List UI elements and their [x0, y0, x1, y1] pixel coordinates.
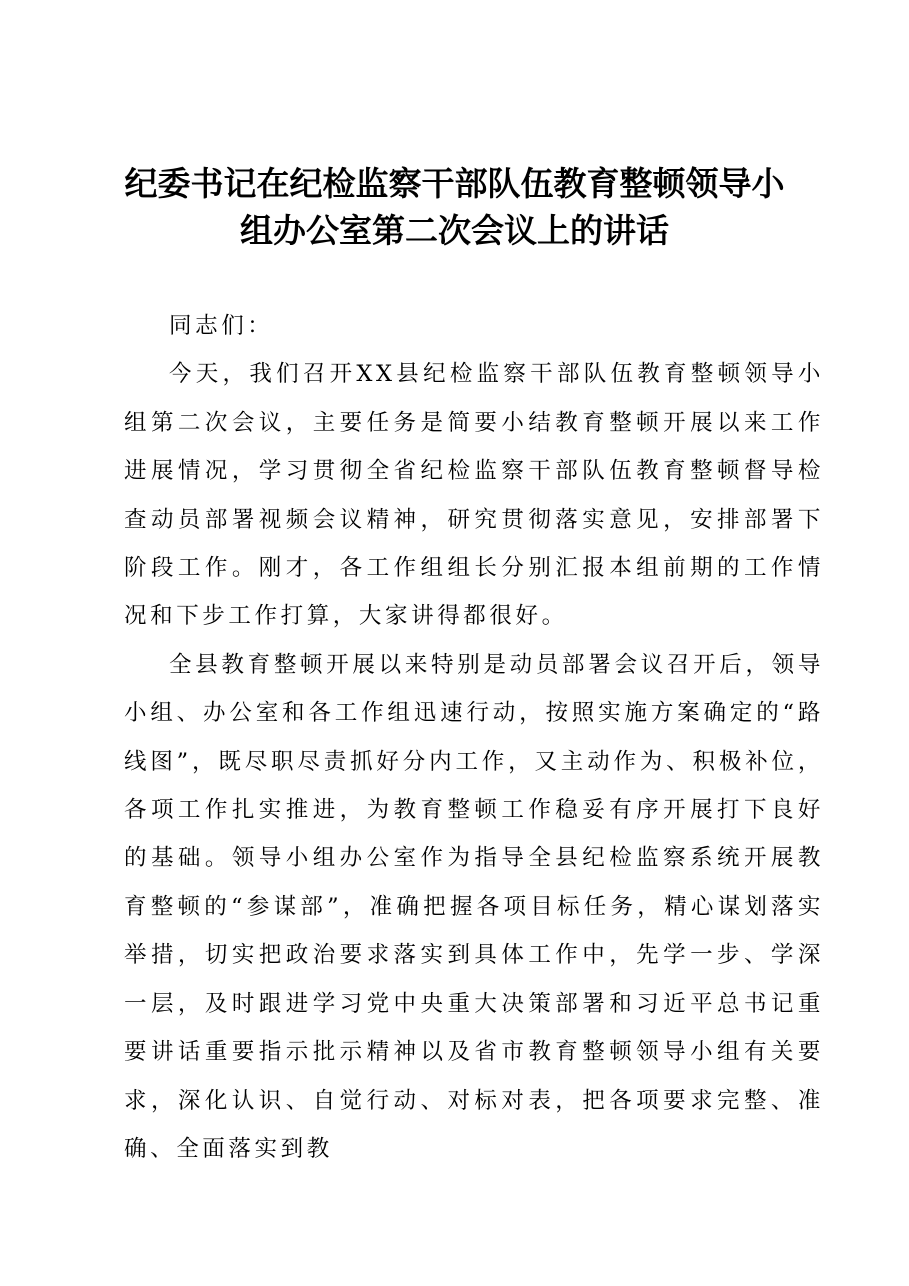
paragraph-1: 今天，我们召开XX县纪检监察干部队伍教育整顿领导小组第二次会议，主要任务是简要小结教育整顿开展以来工作进展情况，学习贯彻全省纪检监察干部队伍教育整顿督导检查动员部署视频会议精神，研究贯彻落实意见，安排部署下阶段工作。刚才，各工作组组长分别汇报本组前期的工作情况和下步工作打算，大家讲得都很好。 [124, 361, 824, 630]
document-body [124, 302, 824, 1173]
title-line-1: 纪委书记在纪检监察干部队伍教育整顿领导小 [124, 164, 785, 203]
salutation: 同志们： [169, 313, 274, 339]
title-line-2: 组办公室第二次会议上的讲话 [240, 211, 669, 250]
paragraph-2: 全县教育整顿开展以来特别是动员部署会议召开后，领导小组、办公室和各工作组迅速行动，按照实施方案确定的“路线图”，既尽职尽责抓好分内工作，又主动作为、积极补位，各项工作扎实推进，为教育整顿工作稳妥有序开展打下良好的基础。领导小组办公室作为指导全县纪检监察系统开展教育整顿的“参谋部”，准确把握各项目标任务，精心谋划落实举措，切实把政治要求落实到具体工作中，先学一步、学深一层，及时跟进学习党中央重大决策部署和习近平总书记重要讲话重要指示批示精神以及省市教育整顿领导小组有关要求，深化认识、自觉行动、对标对表，把各项要求完整、准确、全面落实到教 [124, 651, 824, 1162]
document-title [80, 160, 829, 254]
